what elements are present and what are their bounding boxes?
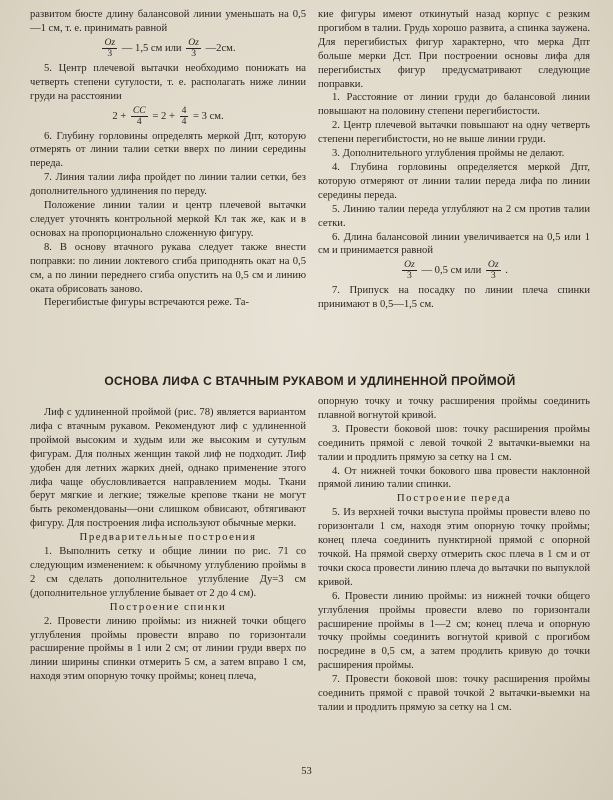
paragraph: 7. Линия талии лифа пройдет по линии талии сетки, без дополнительного удлинения по переду. <box>30 172 306 198</box>
paragraph: 1. Расстояние от линии груди до балансовой линии повышают на половину степени перегибистости. <box>318 92 590 118</box>
paragraph: 1. Выполнить сетку и общие линии по рис. 71 со следующим изменением: к обычному углублению проймы в 2 см сделать дополнительное углубление Ду=3 см (дополнительное углубление бывает от 2 до 4 см). <box>30 546 306 599</box>
paragraph: 6. Глубину горловины определять меркой Дпт, которую отмерять от линии талии сетки вверх по линии середины переда. <box>30 130 306 170</box>
formula-balance-line-2: $\frac{Oz}{3}$ — 0,5 см или $\frac{Oz}{3}$ . <box>404 259 508 282</box>
paragraph: Перегибистые фигуры встречаются реже. Та- <box>44 297 250 309</box>
paragraph: 2. Центр плечевой вытачки повышают на одну четверть степени перегибистости, но не выше линии груди. <box>318 120 590 146</box>
paragraph: 2. Провести линию проймы: из нижней точки общего углубления проймы провести вправо по горизонтали расширение проймы в 1 или 2 см; от линии груди вверх по линии ширины спинки отмерить 5 см, а затем вправо 1 см, находя этим опорную точку проймы; конец плеча, <box>30 615 306 683</box>
subheading: Построение спинки <box>109 600 227 613</box>
paragraph: 3. Провести боковой шов: точку расширения проймы соединить прямой с левой точкой 2 вытачки-выемки на талии и продлить прямую за сетку на 1 см. <box>318 423 590 463</box>
paragraph: развитом бюсте длину балансовой линии уменьшать на 0,5—1 см, т. е. принимать равной <box>30 9 306 34</box>
paragraph: 4. От нижней точки бокового шва провести наклонной прямой линию талии спинки. <box>318 465 590 491</box>
formula-dart-center: 2 + $\frac{CC}{4}$ = 2 + $\frac{4}{4}$ = 3 см. <box>112 104 224 127</box>
text-column-bottom-right <box>318 395 590 715</box>
paragraph: Положение линии талии и центр плечевой вытачки следует уточнять контрольной меркой Кл так же, как и в основах на пропорционально сложенную фигуру. <box>30 200 306 239</box>
subheading: Предварительные построения <box>79 531 257 544</box>
formula-balance-line: $\frac{Oz}{3}$ — 1,5 см или $\frac{Oz}{3}$ —2см. <box>104 36 236 59</box>
text-column-top-left <box>30 8 306 310</box>
paragraph: 6. Провести линию проймы: из нижней точки общего углубления проймы провести влево по горизонтали расширение проймы в 1—2 см; конец плеча и опорную точку проймы соединить вогнутой кривой с прогибом посредине в 0,5 см, а затем продлить кривую до точки расширения проймы. <box>318 590 590 672</box>
paragraph: 6. Длина балансовой линии увеличивается на 0,5 или 1 см и принимается равной <box>318 231 590 257</box>
text-column-top-right <box>318 8 590 312</box>
paragraph: 7. Припуск на посадку по линии плеча спинки принимают в 0,5—1,5 см. <box>318 285 590 311</box>
paragraph: 5. Из верхней точки выступа проймы провести влево по горизонтали 1 см, находя этим опорную точку проймы; конец плеча соединить пунктирной прямой с опорной точкой. На прямой сверху отмерить скос плеча в 1 см и от точки скоса провести линию плеча до вытачки по выпуклой кривой. <box>318 507 590 588</box>
page-number: 53 <box>301 766 312 777</box>
paragraph: Лиф с удлиненной проймой (рис. 78) является вариантом лифа с втачным рукавом. Рекомендуют лиф с удлиненной проймой высоким и худым или же высоким и сутулым фигурам. Для полных женщин такой лиф не подходит. Лиф удобен для летних жарких дней, однако применение этого лифа чаще обусловливается направлением моды. Ткани берут мягкие и легкие; тяжелые крепове ткани не могут быть рекомендованы—они слишком обвисают, обтягивают фигуру. Для построения лифа используют обычные мерки. <box>30 407 306 530</box>
paragraph: 7. Провести боковой шов: точку расширения проймы соединить прямой с правой точкой 2 вытачки-выемки на талии и продлить прямую за сетку на 1 см. <box>318 674 590 713</box>
paragraph: кие фигуры имеют откинутый назад корпус с резким прогибом в талии. Грудь хорошо развита, а спинка заужена. Для перегибистых фигур характерно, что мерка Дпт больше мерки Дст. При построении основы лифа для перегибистых фигур предусматривают следующие поправки. <box>318 9 590 90</box>
paragraph: 5. Центр плечевой вытачки необходимо понижать на четверть степени сутулости, т. е. располагать ниже линии груди на расстоянии <box>30 62 306 102</box>
paragraph: 5. Линию талии переда углубляют на 2 см против талии сетки. <box>318 203 590 229</box>
section-title: ОСНОВА ЛИФА С ВТАЧНЫМ РУКАВОМ И УДЛИНЕННОЙ ПРОЙМОЙ <box>104 374 516 388</box>
subheading: Построение переда <box>396 492 512 505</box>
text-column-bottom-left <box>30 406 306 684</box>
paragraph: 4. Глубина горловины определяется меркой Дпт, которую отмеряют от линии талии переда лифа по линии середины переда. <box>318 161 590 201</box>
paragraph: 8. В основу втачного рукава следует также внести поправки: по линии локтевого сгиба приподнять окат на 0,5 см, а по линии переднего сгиба опустить на 0,5 см и линию оката обрисовать заново. <box>30 241 306 295</box>
paragraph: 3. Дополнительного углубления проймы не делают. <box>332 148 565 160</box>
paragraph: опорную точку и точку расширения проймы соединить плавной вогнутой кривой. <box>318 396 590 421</box>
